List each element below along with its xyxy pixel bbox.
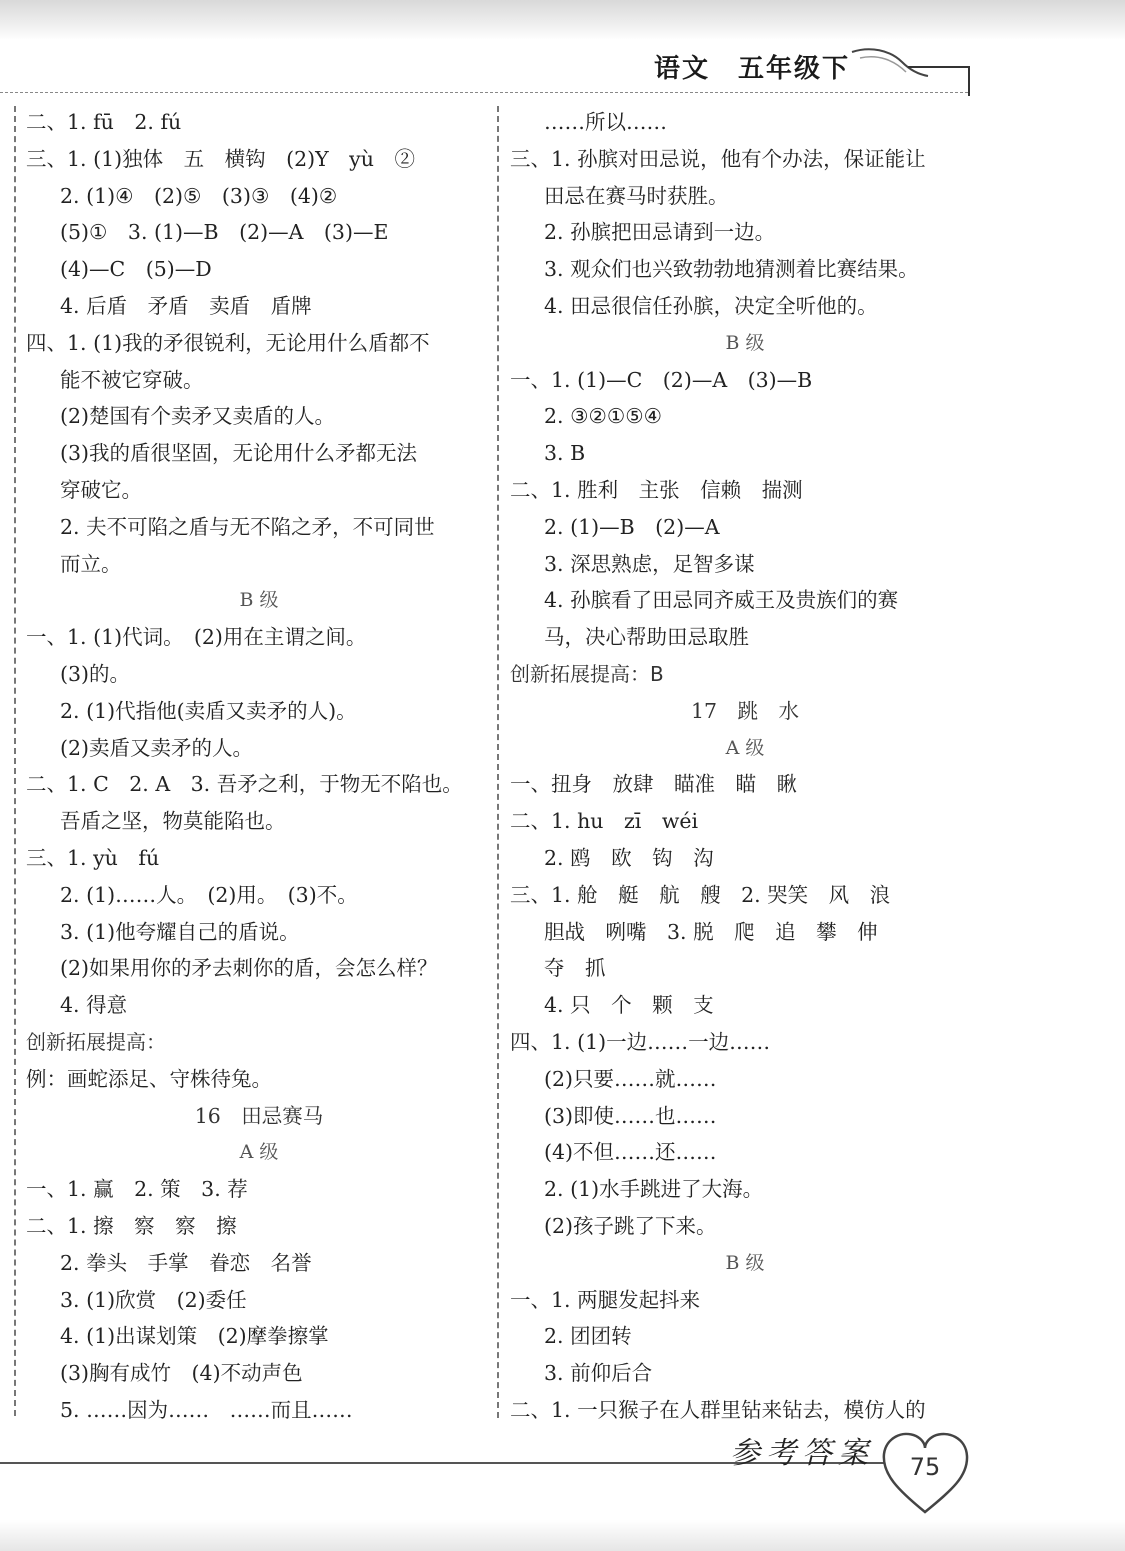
answer-line: 4. (1)出谋划策 (2)摩拳擦掌	[60, 1324, 329, 1349]
answer-line: (3)即使……也……	[544, 1103, 717, 1128]
answer-line: 2. (1)—B (2)—A	[544, 514, 720, 539]
answer-line: 2. (1)水手跳进了大海。	[544, 1177, 764, 1202]
answer-line: (2)卖盾又卖矛的人。	[60, 735, 254, 760]
level-heading: A 级	[725, 736, 765, 759]
extension-heading: 创新拓展提高：	[26, 1029, 166, 1054]
answer-line: 一、扭身 放肆 瞄准 瞄 瞅	[510, 772, 797, 797]
answer-line: 2. (1)④ (2)⑤ (3)③ (4)②	[60, 183, 338, 208]
answer-line: 三、1. 孙膑对田忌说，他有个办法，保证能让	[510, 146, 926, 171]
level-heading: A 级	[239, 1141, 279, 1164]
footer-label: 参考答案	[730, 1436, 874, 1471]
answer-line: 一、1. 两腿发起抖来	[510, 1287, 701, 1312]
answer-line: 3. 前仰后合	[544, 1361, 653, 1386]
answer-line: 二、1. 胜利 主张 信赖 揣测	[510, 477, 803, 502]
answer-line: 二、1. C 2. A 3. 吾矛之利，于物无不陷也。	[26, 772, 463, 797]
answer-line: 3. 深思熟虑，足智多谋	[544, 551, 755, 576]
answer-line: (3)的。	[60, 661, 131, 686]
answer-line: 4. 孙膑看了田忌同齐威王及贵族们的赛	[544, 588, 899, 613]
extension-heading: 创新拓展提高：B	[510, 661, 664, 686]
answer-line: (2)孩子跳了下来。	[544, 1213, 717, 1238]
answer-line: (5)① 3. (1)—B (2)—A (3)—E	[60, 220, 389, 245]
left-margin-line	[14, 106, 16, 1416]
answer-line: 二、1. 一只猴子在人群里钻来钻去，模仿人的	[510, 1397, 926, 1422]
answer-line: 穿破它。	[60, 477, 142, 502]
answer-line: 而立。	[60, 551, 122, 576]
answer-line: 四、1. (1)我的矛很锐利，无论用什么盾都不	[26, 330, 430, 355]
answer-line: 2. 拳头 手掌 眷恋 名誉	[60, 1250, 312, 1275]
answer-line: (2)只要……就……	[544, 1066, 717, 1091]
answer-line: 一、1. (1)代词。 (2)用在主谓之间。	[26, 625, 367, 650]
lesson-title: 17 跳 水	[690, 698, 800, 723]
header-title: 语文 五年级下	[653, 54, 850, 84]
answer-line: 5. ……因为…… ……而且……	[60, 1397, 353, 1422]
answer-line: 一、1. 赢 2. 策 3. 荐	[26, 1177, 248, 1202]
answer-line: 三、1. 舱 艇 航 艘 2. 哭笑 风 浪	[510, 882, 891, 907]
answer-line: 三、1. yù fú	[26, 845, 160, 870]
answer-line: (2)楚国有个卖矛又卖盾的人。	[60, 404, 336, 429]
level-heading: B 级	[725, 1251, 765, 1274]
answer-line: (3)我的盾很坚固，无论用什么矛都无法	[60, 441, 418, 466]
answer-line: 3. (1)他夸耀自己的盾说。	[60, 919, 300, 944]
page-number: 75	[909, 1453, 941, 1481]
answer-line: 2. 夫不可陷之盾与无不陷之矛，不可同世	[60, 514, 435, 539]
answer-line: 马，决心帮助田忌取胜	[544, 625, 749, 650]
answer-line: 2. (1)……人。 (2)用。 (3)不。	[60, 882, 358, 907]
column-divider	[497, 106, 499, 1418]
right-answer-column	[510, 104, 980, 1429]
answer-line: 能不被它穿破。	[60, 367, 204, 392]
header-divider	[0, 92, 968, 93]
answer-line: 2. 鸥 欧 钩 沟	[544, 845, 714, 870]
answer-line: 四、1. (1)一边……一边……	[510, 1029, 771, 1054]
answer-line: (4)不但……还……	[544, 1140, 717, 1165]
answer-line: 例：画蛇添足、守株待兔。	[26, 1066, 272, 1091]
answer-line: ……所以……	[544, 110, 667, 134]
answer-line: 吾盾之坚，物莫能陷也。	[60, 809, 286, 834]
left-answer-column	[26, 104, 492, 1429]
answer-line: 田忌在赛马时获胜。	[544, 183, 729, 208]
answer-line: 三、1. (1)独体 五 横钩 (2)Y yù ②	[26, 146, 415, 171]
answer-line: (4)—C (5)—D	[60, 257, 212, 282]
answer-line: 一、1. (1)—C (2)—A (3)—B	[510, 367, 813, 392]
answer-line: 2. ③②①⑤④	[544, 404, 662, 429]
page-header	[0, 42, 970, 94]
answer-line: 2. 团团转	[544, 1324, 632, 1349]
answer-line: 3. (1)欣赏 (2)委任	[60, 1287, 247, 1312]
answer-line: 4. 得意	[60, 993, 128, 1018]
answer-line: 4. 田忌很信任孙膑，决定全听他的。	[544, 293, 878, 318]
answer-line: 二、1. fū 2. fú	[26, 110, 182, 134]
lesson-title: 16 田忌赛马	[194, 1103, 324, 1128]
answer-line: 二、1. hu zī wéi	[510, 809, 699, 834]
answer-line: 夺 抓	[544, 956, 606, 981]
level-heading: B 级	[239, 589, 279, 612]
page-top-edge	[0, 0, 1125, 40]
answer-line: (3)胸有成竹 (4)不动声色	[60, 1361, 303, 1386]
answer-line: 3. 观众们也兴致勃勃地猜测着比赛结果。	[544, 257, 919, 282]
level-heading: B 级	[725, 331, 765, 354]
page-bottom-edge	[0, 1520, 1125, 1551]
answer-line: 3. B	[544, 441, 586, 466]
answer-line: 二、1. 擦 察 察 擦	[26, 1213, 237, 1238]
answer-line: 2. 孙膑把田忌请到一边。	[544, 220, 776, 245]
answer-line: 4. 只 个 颗 支	[544, 993, 714, 1018]
answer-line: 胆战 咧嘴 3. 脱 爬 追 攀 伸	[544, 919, 878, 944]
answer-line: (2)如果用你的矛去刺你的盾，会怎么样？	[60, 956, 438, 981]
answer-line: 4. 后盾 矛盾 卖盾 盾牌	[60, 293, 312, 318]
answer-line: 2. (1)代指他(卖盾又卖矛的人)。	[60, 698, 357, 723]
